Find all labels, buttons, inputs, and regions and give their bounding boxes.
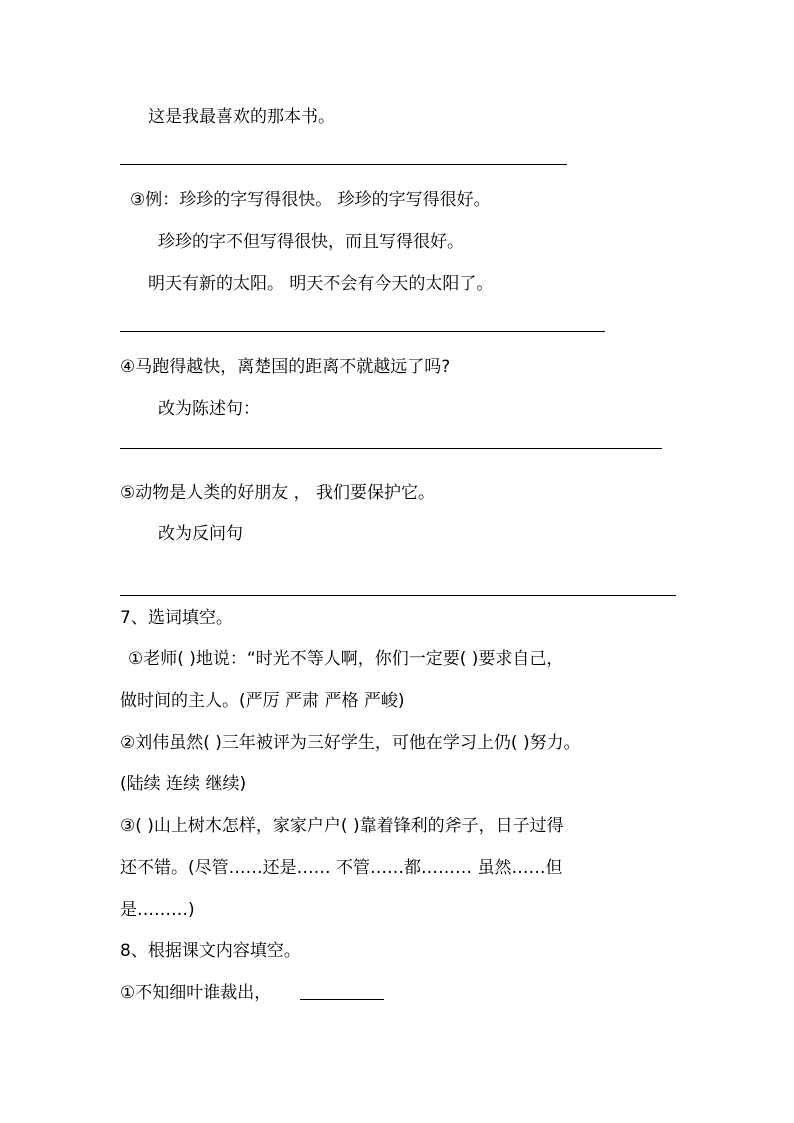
answer-line: [120, 164, 567, 165]
text-line: ④马跑得越快，离楚国的距离不就越远了吗?: [120, 357, 451, 377]
text-line: (陆续 连续 继续): [120, 774, 247, 794]
fill-in-blank[interactable]: [300, 983, 384, 1000]
answer-line: [120, 331, 605, 332]
text-fragment: ①不知细叶谁裁出，: [120, 983, 272, 1003]
text-line: 是………): [120, 900, 195, 920]
text-line: 做时间的主人。(严厉 严肃 严格 严峻): [120, 691, 405, 711]
text-line: ③例：珍珍的字写得很快。 珍珍的字写得很好。: [130, 190, 491, 210]
answer-line: [120, 595, 676, 596]
text-line: ⑤动物是人类的好朋友 ， 我们要保护它。: [120, 483, 436, 503]
text-line: [120, 982, 384, 1004]
text-line: 改为反问句: [158, 524, 243, 544]
text-line: 改为陈述句：: [158, 399, 260, 419]
text-line: 明天有新的太阳。 明天不会有今天的太阳了。: [148, 274, 494, 294]
text-line: 珍珍的字不但写得很快，而且写得很好。: [158, 232, 464, 252]
text-line: 这是我最喜欢的那本书。: [148, 107, 335, 127]
text-line: ②刘伟虽然( )三年被评为三好学生，可他在学习上仍( )努力。: [120, 733, 581, 753]
answer-line: [120, 448, 662, 449]
text-line: ①老师( )地说：“时光不等人啊，你们一定要( )要求自己，: [128, 649, 564, 669]
text-line: 还不错。(尽管……还是…… 不管……都……… 虽然……但: [120, 858, 563, 878]
text-line: ③( )山上树木怎样，家家户户( )靠着锋利的斧子，日子过得: [120, 816, 564, 836]
question-heading: 7、选词填空。: [120, 608, 233, 628]
question-heading: 8、根据课文内容填空。: [120, 941, 301, 961]
